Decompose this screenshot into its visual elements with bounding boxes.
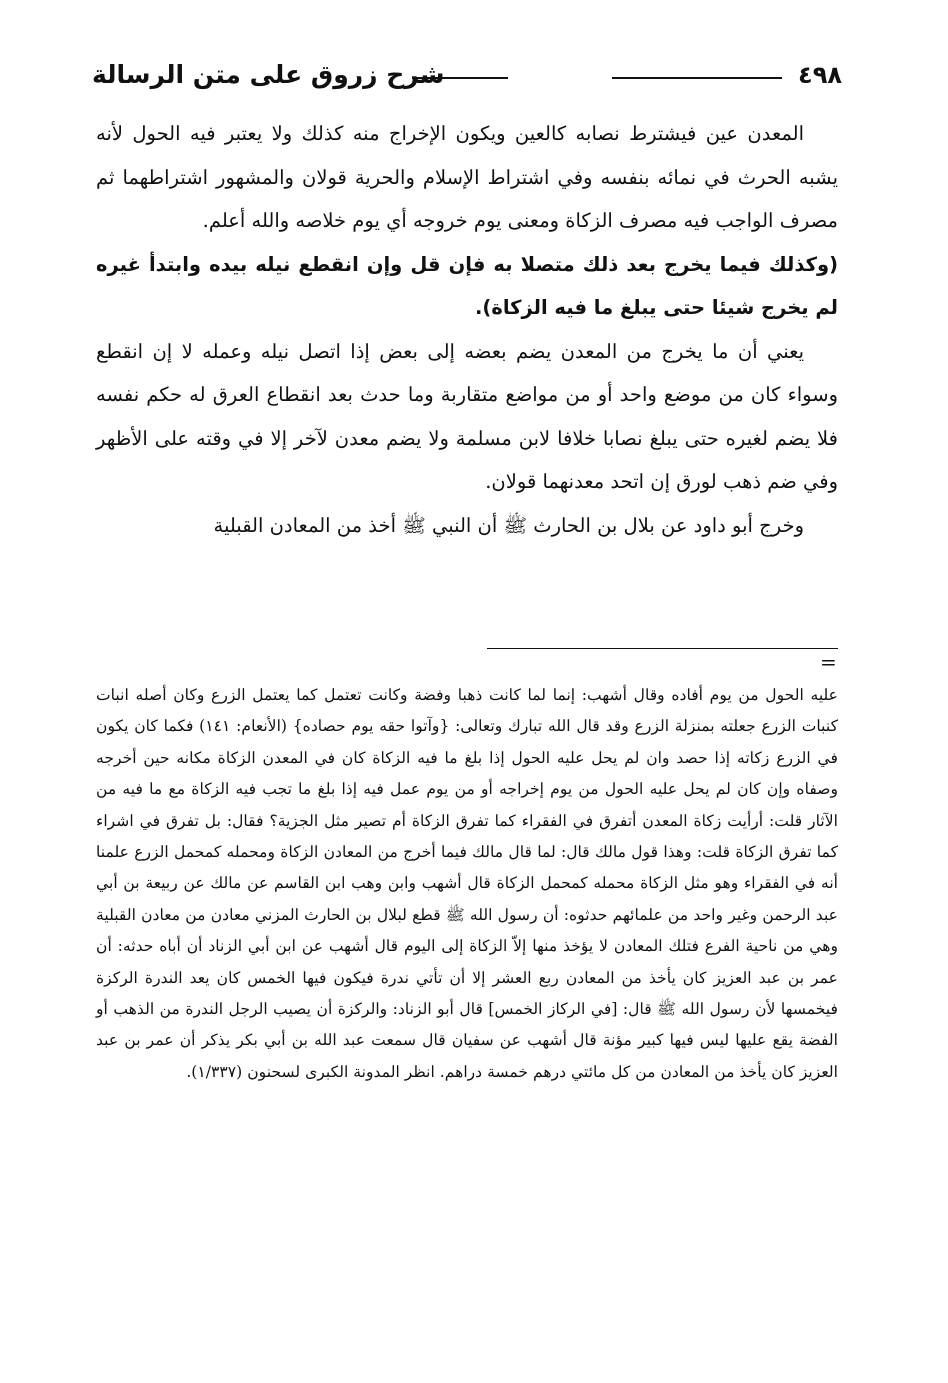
- page-number: ٤٩٨: [798, 61, 842, 89]
- commentary-paragraph: وخرج أبو داود عن بلال بن الحارث ﷺ أن النبي ﷺ أخذ من المعادن القبلية: [213, 513, 804, 537]
- page-header: [92, 58, 842, 94]
- header-rule-left: [412, 77, 508, 79]
- footnote-continuation-mark: =: [820, 650, 837, 674]
- running-title: شرح زروق على متن الرسالة: [92, 60, 445, 89]
- header-rule-right: [612, 77, 782, 79]
- matn-quote: (وكذلك فيما يخرج بعد ذلك متصلا به فإن قل وإن انقطع نيله بيده وابتدأ غيره لم يخرج شيئا حتى يبلغ ما فيه الزكاة).: [96, 252, 838, 319]
- commentary-paragraph: المعدن عين فيشترط نصابه كالعين ويكون الإخراج منه كذلك ولا يعتبر فيه الحول لأنه يشبه الحرث في نمائه بنفسه وفي اشتراط الإسلام والحرية قولان والمشهور اشتراطهما ثم مصرف الواجب فيه مصرف الزكاة ومعنى يوم خروجه أي يوم خلاصه والله أعلم.: [96, 122, 838, 232]
- footnote-separator: [487, 648, 838, 649]
- footnote-text: عليه الحول من يوم أفاده وقال أشهب: إنما لما كانت ذهبا وفضة وكانت تعتمل كما يعتمل الزرع وكان أصله انبات كنبات الزرع جعلته بمنزلة الزرع وقد قال الله تبارك وتعالى: {وآتوا حقه يوم حصاده} (الأنعام: ١٤١) فكما كان يكون في الزرع زكاته إذا حصد وان لم يحل عليه الحول إذا بلغ ما فيه الزكاة كان في المعدن الزكاة مكانه حين أخرجه وصفاه وإن كان لم يحل عليه الحول من يوم إخراجه أو من يوم عمل فيه إذا بلغ ما تجب فيه الزكاة مع ما فيه من الآثار قلت: أرأيت زكاة المعدن أتفرق في الفقراء كما تفرق الزكاة أم تصير مثل الجزية؟ فقال: بل تفرق في اشراء كما تفرق الزكاة قلت: وهذا قول مالك قال: لما قال مالك فيما أخرج من المعادن الزكاة ومحمله كمحمل الزرع علمنا أنه في الفقراء وهو مثل الزكاة محمله كمحمل الزكاة قال أشهب وابن وهب ابن القاسم عن مالك عن ربيعة بن أبي عبد الرحمن وغير واحد من علمائهم حدثوه: أن رسول الله ﷺ قطع لبلال بن الحارث المزني معادن من معادن القبلية وهي من ناحية الفرع فتلك المعادن لا يؤخذ منها إلاّ الزكاة إلى اليوم قال أشهب عن ابن أبي الزناد أن أباه حدثه: أن عمر بن عبد العزيز كان يأخذ من المعادن ربع العشر إلا أن تأتي ندرة فيكون فيها الخمس كان يعد الندرة الركزة فيخمسها لأن رسول الله ﷺ قال: [في الركاز الخمس] قال أبو الزناد: والركزة أن يصيب الرجل الندرة من الذهب أو الفضة يقع عليها ليس فيها كبير مؤنة قال أشهب عن سفيان قال سمعت عبد الله بن أبي بكر يذكر أن عمر بن عبد العزيز كان يأخذ من المعادن من كل مائتي درهم خمسة دراهم. انظر المدونة الكبرى لسحنون (١/٣٣٧).: [96, 686, 839, 1081]
- commentary-paragraph: يعني أن ما يخرج من المعدن يضم بعضه إلى بعض إذا اتصل نيله وعمله لا إن انقطع وسواء كان من موضع واحد أو من مواضع متقاربة وما حدث بعد انقطاع العرق له حكم نفسه فلا يضم لغيره حتى يبلغ نصابا خلافا لابن مسلمة ولا يضم معدن لآخر إلا في وقته على الأظهر وفي ضم ذهب لورق إن اتحد معدنهما قولان.: [96, 339, 838, 493]
- main-text: [96, 112, 838, 547]
